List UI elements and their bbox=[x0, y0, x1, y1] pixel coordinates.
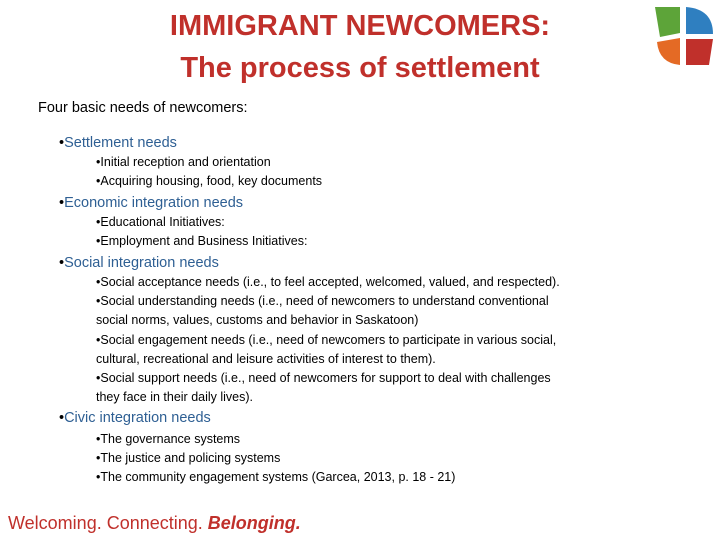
heading-text: Social integration needs bbox=[64, 255, 219, 271]
list-item: •The community engagement systems (Garcea, 2013, p. 18 - 21) bbox=[96, 470, 456, 484]
organization-logo-icon bbox=[651, 3, 717, 69]
list-item-continuation: cultural, recreational and leisure activities of interest to them). bbox=[96, 351, 436, 366]
title-line-2: The process of settlement bbox=[180, 52, 540, 84]
list-item: •Social acceptance needs (i.e., to feel accepted, welcomed, valued, and respected). bbox=[96, 275, 560, 289]
bullet: • bbox=[59, 255, 65, 271]
list-item: •The justice and policing systems bbox=[96, 451, 281, 465]
list-item: •Educational Initiatives: bbox=[96, 215, 225, 229]
tagline-emphasis: Belonging. bbox=[207, 513, 301, 533]
footer-tagline bbox=[8, 513, 301, 534]
heading-text: Economic integration needs bbox=[64, 195, 244, 211]
section-heading-economic bbox=[59, 195, 243, 211]
section-heading-social bbox=[59, 255, 219, 271]
list-item: •Employment and Business Initiatives: bbox=[96, 234, 308, 248]
intro-text: Four basic needs of newcomers: bbox=[38, 100, 248, 116]
list-item: •Acquiring housing, food, key documents bbox=[96, 174, 323, 188]
title-line-1: IMMIGRANT NEWCOMERS: bbox=[169, 10, 551, 42]
tagline-text: Welcoming. Connecting. bbox=[8, 513, 208, 533]
section-heading-settlement bbox=[59, 135, 177, 151]
list-item-continuation: they face in their daily lives). bbox=[96, 390, 254, 405]
list-item: •Social engagement needs (i.e., need of newcomers to participate in various social, bbox=[96, 332, 557, 347]
list-item: •Initial reception and orientation bbox=[96, 155, 271, 169]
bullet: • bbox=[59, 135, 65, 151]
heading-text: Settlement needs bbox=[64, 135, 177, 151]
list-item: •Social understanding needs (i.e., need of newcomers to understand conventional bbox=[96, 294, 549, 309]
bullet: • bbox=[59, 410, 65, 426]
social-needs-list bbox=[96, 273, 656, 407]
bullet: • bbox=[59, 195, 65, 211]
section-heading-civic bbox=[59, 410, 211, 426]
list-item: •The governance systems bbox=[96, 432, 241, 446]
list-item: •Social support needs (i.e., need of newcomers for support to deal with challenges bbox=[96, 371, 551, 386]
heading-text: Civic integration needs bbox=[64, 410, 211, 426]
list-item-continuation: social norms, values, customs and behavior in Saskatoon) bbox=[96, 313, 419, 328]
